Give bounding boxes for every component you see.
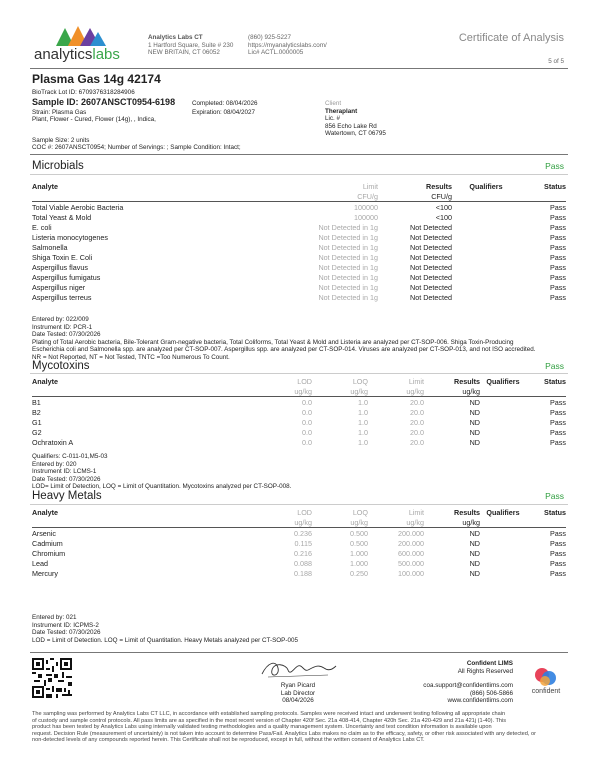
loq-unit: ug/kg xyxy=(350,386,368,396)
table-row xyxy=(32,222,566,232)
loq-cell: 1.0 xyxy=(358,397,368,407)
info-divider xyxy=(30,154,568,155)
logo xyxy=(34,24,134,64)
loq-cell: 0.250 xyxy=(350,568,368,578)
analyte-cell: Arsenic xyxy=(32,528,56,538)
table-row xyxy=(32,272,566,282)
lod-cell: 0.236 xyxy=(294,528,312,538)
disclaimer-line: non-detected levels of any compounds reported herein. This Certificate shall not be reproduced, except in full, without the written consent of Analytics Labs CT. xyxy=(32,737,425,743)
status-cell: Pass xyxy=(550,242,566,252)
lod-cell: 0.115 xyxy=(294,538,312,548)
loq-cell: 0.500 xyxy=(350,528,368,538)
result-cell: ND xyxy=(469,558,480,568)
qualifier-cell xyxy=(480,538,526,548)
qualifier-cell xyxy=(452,222,520,232)
heavy-metals-table xyxy=(32,507,566,578)
microbials-title: Microbials xyxy=(32,160,84,172)
qualifier-cell xyxy=(480,548,526,558)
lod-cell: 0.0 xyxy=(302,427,312,437)
client-city: Watertown, CT 06795 xyxy=(325,130,386,138)
page-number: 5 of 5 xyxy=(548,58,564,65)
status-cell: Pass xyxy=(550,232,566,242)
result-unit: ug/kg xyxy=(462,386,480,396)
signer-title: Lab Director xyxy=(280,689,316,697)
product-name: Plasma Gas 14g 42174 xyxy=(32,72,161,86)
result-cell: ND xyxy=(469,437,480,447)
table-row xyxy=(32,548,566,558)
note-line: NR = Not Reported, NT = Not Tested, TNTC =Too Numerous To Count. xyxy=(32,353,230,361)
table-row xyxy=(32,232,566,242)
qualifier-cell xyxy=(480,417,526,427)
qualifier-cell xyxy=(480,427,526,437)
status-cell: Pass xyxy=(550,437,566,447)
col-qualifiers: Qualifiers xyxy=(486,507,520,517)
heavy-metals-title: Heavy Metals xyxy=(32,490,102,502)
qualifier-cell xyxy=(452,282,520,292)
address-line2: NEW BRITAIN, CT 06052 xyxy=(148,49,220,57)
analyte-cell: E. coli xyxy=(32,222,52,232)
analyte-cell: Aspergillus terreus xyxy=(32,292,92,302)
heavy-metals-status: Pass xyxy=(545,491,564,501)
loq-cell: 1.0 xyxy=(358,417,368,427)
limit-cell: 600.000 xyxy=(398,548,424,558)
note-line: Escherichia coli and Salmonella spp. are analyzed per CT-SOP-007. Aspergillus spp. are analyzed per CT-SOP-014. Viruses are analyzed per CT-SOP-013, and not ISO accredited. xyxy=(32,346,536,354)
confident-logo xyxy=(524,666,568,695)
client-block xyxy=(325,100,386,138)
table-row xyxy=(32,568,566,578)
loq-cell: 1.000 xyxy=(350,558,368,568)
qualifier-cell xyxy=(480,397,526,408)
analyte-cell: Aspergillus flavus xyxy=(32,262,88,272)
header-divider xyxy=(30,68,568,69)
col-results: Results xyxy=(454,507,480,517)
loq-cell: 0.500 xyxy=(350,538,368,548)
qualifier-cell xyxy=(452,232,520,242)
lims-email[interactable]: coa.support@confidentlims.com xyxy=(423,682,513,690)
limit-cell: Not Detected in 1g xyxy=(318,282,378,292)
lab-license: Lic# ACTL.0000005 xyxy=(248,49,304,57)
col-analyte: Analyte xyxy=(32,507,58,517)
client-street: 856 Echo Lake Rd xyxy=(325,122,377,130)
table-header-row xyxy=(32,507,566,517)
lims-phone: (866) 506-5866 xyxy=(469,689,513,697)
coc-line: COC #: 2607ANSCT0954; Number of Servings: ; Sample Condition: Intact; xyxy=(32,144,241,151)
limit-cell: 20.0 xyxy=(410,437,424,447)
heavy-metals-divider xyxy=(30,504,568,505)
result-cell: Not Detected xyxy=(410,222,452,232)
col-results: Results xyxy=(454,376,480,386)
col-limit: Limit xyxy=(408,507,424,517)
logo-text-a: analytics xyxy=(34,46,93,63)
lod-unit: ug/kg xyxy=(294,386,312,396)
note-line: Date Tested: 07/30/2026 xyxy=(32,629,101,637)
result-cell: <100 xyxy=(435,212,452,222)
result-cell: Not Detected xyxy=(410,242,452,252)
limit-cell: Not Detected in 1g xyxy=(318,232,378,242)
limit-cell: Not Detected in 1g xyxy=(318,242,378,252)
analyte-cell: B1 xyxy=(32,397,41,407)
col-analyte: Analyte xyxy=(32,376,58,386)
status-cell: Pass xyxy=(550,262,566,272)
limit-cell: 20.0 xyxy=(410,417,424,427)
note-line: Entered by: 020 xyxy=(32,460,77,468)
result-cell: ND xyxy=(469,538,480,548)
col-analyte: Analyte xyxy=(32,181,58,191)
logo-text-b: labs xyxy=(92,46,120,63)
note-line: Plating of Total Aerobic bacteria, Bile-Tolerant Gram-negative bacteria, Total Coliforms, Total Yeast & Mold and Listeria are analyzed per CT-SOP-006. Shiga Toxin-Producing xyxy=(32,338,514,346)
qualifier-cell xyxy=(480,568,526,578)
qualifier-cell xyxy=(452,202,520,213)
lab-contact xyxy=(248,34,327,57)
mycotoxins-notes xyxy=(32,453,291,491)
loq-cell: 1.0 xyxy=(358,407,368,417)
limit-cell: 100.000 xyxy=(398,568,424,578)
result-cell: ND xyxy=(469,548,480,558)
note-line: LOD= Limit of Detection, LOQ = Limit of Quantitation. Mycotoxins analyzed per CT-SOP-008. xyxy=(32,483,292,491)
table-row xyxy=(32,292,566,302)
table-row xyxy=(32,282,566,292)
limit-cell: Not Detected in 1g xyxy=(318,252,378,262)
expiration-date: Expiration: 08/04/2027 xyxy=(192,109,256,116)
mycotoxins-status: Pass xyxy=(545,361,564,371)
lab-website[interactable]: https://myanalyticslabs.com/ xyxy=(248,41,327,49)
microbials-table xyxy=(32,181,566,302)
analyte-cell: Salmonella xyxy=(32,242,68,252)
col-loq: LOQ xyxy=(352,507,368,517)
signature-icon xyxy=(258,658,338,680)
limit-cell: 100000 xyxy=(354,212,378,222)
result-cell: ND xyxy=(469,528,480,538)
limit-unit: ug/kg xyxy=(406,386,424,396)
analyte-cell: G2 xyxy=(32,427,42,437)
qualifier-cell xyxy=(480,407,526,417)
limit-cell: Not Detected in 1g xyxy=(318,262,378,272)
confident-logo-icon xyxy=(533,666,559,688)
table-header-row xyxy=(32,376,566,386)
matrix: Plant, Flower - Cured, Flower (14g), , Indica, xyxy=(32,116,156,123)
table-row xyxy=(32,242,566,252)
microbials-status: Pass xyxy=(545,161,564,171)
note-line: Date Tested: 07/30/2026 xyxy=(32,475,101,483)
note-line: Instrument ID: PCR-1 xyxy=(32,323,93,331)
col-loq: LOQ xyxy=(352,376,368,386)
limit-cell: 200.000 xyxy=(398,528,424,538)
table-row xyxy=(32,212,566,222)
mycotoxins-divider xyxy=(30,373,568,374)
result-cell: Not Detected xyxy=(410,252,452,262)
col-results: Results xyxy=(426,181,452,191)
status-cell: Pass xyxy=(550,212,566,222)
note-line: Date Tested: 07/30/2026 xyxy=(32,331,101,339)
lod-cell: 0.0 xyxy=(302,397,312,407)
note-line: Instrument ID: ICPMS-2 xyxy=(32,621,99,629)
strain: Strain: Plasma Gas xyxy=(32,109,87,116)
limit-cell: Not Detected in 1g xyxy=(318,272,378,282)
analyte-cell: Mercury xyxy=(32,568,58,578)
qualifier-cell xyxy=(452,212,520,222)
status-cell: Pass xyxy=(550,282,566,292)
limit-cell: 500.000 xyxy=(398,558,424,568)
result-cell: ND xyxy=(469,407,480,417)
result-cell: ND xyxy=(469,397,480,407)
status-cell: Pass xyxy=(550,407,566,417)
lab-address xyxy=(148,34,233,57)
col-status: Status xyxy=(544,507,566,517)
logo-mark-icon xyxy=(56,24,108,46)
lims-rights: All Rights Reserved xyxy=(457,667,513,675)
limit-cell: 20.0 xyxy=(410,397,424,407)
loq-unit: ug/kg xyxy=(350,517,368,527)
analyte-cell: Shiga Toxin E. Coli xyxy=(32,252,93,262)
address-line1: 1 Hartford Square, Suite # 230 xyxy=(148,41,234,49)
analyte-cell: Ochratoxin A xyxy=(32,437,74,447)
disclaimer-line: of custody and sample control protocols. All pass limits are as specified in the most recent version of Chapter 420f Sec. 21a 408-414, Chapter 420h Sec. 21a 420-429 and 21a 421j (1-40). This xyxy=(32,717,507,724)
col-limit: Limit xyxy=(408,376,424,386)
table-row xyxy=(32,417,566,427)
lims-title: Confident LIMS xyxy=(466,660,513,667)
status-cell: Pass xyxy=(550,222,566,232)
limit-cell: 100000 xyxy=(354,202,378,212)
limit-cell: Not Detected in 1g xyxy=(318,222,378,232)
units-row xyxy=(32,517,566,528)
analyte-cell: Aspergillus fumigatus xyxy=(32,272,101,282)
qualifier-cell xyxy=(480,437,526,447)
lims-website[interactable]: www.confidentlims.com xyxy=(447,697,513,705)
qualifier-cell xyxy=(452,262,520,272)
microbials-notes xyxy=(32,316,568,362)
lod-unit: ug/kg xyxy=(294,517,312,527)
limit-unit: ug/kg xyxy=(406,517,424,527)
col-qualifiers: Qualifiers xyxy=(469,181,503,191)
loq-cell: 1.0 xyxy=(358,437,368,447)
biotrack-id: BioTrack Lot ID: 6709376318284906 xyxy=(32,89,135,96)
confident-logo-text: confident xyxy=(531,688,561,695)
qualifier-cell xyxy=(480,528,526,539)
status-cell: Pass xyxy=(550,252,566,262)
disclaimer xyxy=(32,711,572,744)
qualifier-cell xyxy=(452,252,520,262)
result-cell: Not Detected xyxy=(410,272,452,282)
analyte-cell: Chromium xyxy=(32,548,66,558)
client-name: Theraplant xyxy=(325,107,358,115)
footer-divider xyxy=(30,652,568,653)
table-row xyxy=(32,262,566,272)
status-cell: Pass xyxy=(550,568,566,578)
analyte-cell: Total Viable Aerobic Bacteria xyxy=(32,202,124,212)
qualifier-cell xyxy=(452,292,520,302)
units-row xyxy=(32,386,566,397)
analyte-cell: Listeria monocytogenes xyxy=(32,232,108,242)
status-cell: Pass xyxy=(550,528,566,538)
status-cell: Pass xyxy=(550,397,566,407)
col-status: Status xyxy=(544,181,566,191)
completed-date: Completed: 08/04/2026 xyxy=(192,100,258,107)
limit-cell: 20.0 xyxy=(410,427,424,437)
analyte-cell: Cadmium xyxy=(32,538,63,548)
table-row xyxy=(32,538,566,548)
microbials-divider xyxy=(30,174,568,175)
table-row xyxy=(32,397,566,408)
disclaimer-line: product has been tested by Analytics Labs using internally validated testing methodologies and a quality management system. Uncertainty and test condition information is available upon xyxy=(32,724,492,730)
status-cell: Pass xyxy=(550,292,566,302)
analyte-cell: G1 xyxy=(32,417,42,427)
disclaimer-line: request. Decision Rule (measurement of uncertainty) is not taken into account to determine Pass/Fail. Analytics Labs makes no claim as to the efficacy, safety, or other risk associated with any detected, or xyxy=(32,730,536,737)
table-row xyxy=(32,528,566,539)
limit-cell: 20.0 xyxy=(410,407,424,417)
table-row xyxy=(32,407,566,417)
note-line: Instrument ID: LCMS-1 xyxy=(32,468,97,476)
status-cell: Pass xyxy=(550,417,566,427)
note-line: LOD = Limit of Detection. LOQ = Limit of Quantitation. Heavy Metals analyzed per CT-SOP-005 xyxy=(32,636,298,644)
table-header-row xyxy=(32,181,566,191)
table-row xyxy=(32,202,566,213)
result-cell: Not Detected xyxy=(410,262,452,272)
lod-cell: 0.0 xyxy=(302,437,312,447)
result-unit: CFU/g xyxy=(431,191,452,201)
company-name: Analytics Labs CT xyxy=(148,34,203,41)
limit-unit: CFU/g xyxy=(357,191,378,201)
col-status: Status xyxy=(544,376,566,386)
lod-cell: 0.188 xyxy=(294,568,312,578)
analyte-cell: Total Yeast & Mold xyxy=(32,212,92,222)
client-label: Client xyxy=(325,100,342,107)
lims-block xyxy=(423,660,513,705)
client-lic: Lic. # xyxy=(325,115,341,123)
sample-size: Sample Size: 2 units xyxy=(32,137,90,144)
note-line: Qualifiers: C-011-01,M5-03 xyxy=(32,453,108,460)
qualifier-cell xyxy=(480,558,526,568)
heavy-metals-notes xyxy=(32,614,298,644)
signature-block xyxy=(258,682,338,705)
result-cell: Not Detected xyxy=(410,292,452,302)
status-cell: Pass xyxy=(550,558,566,568)
limit-cell: 200.000 xyxy=(398,538,424,548)
lab-phone: (860) 925-5227 xyxy=(248,34,292,41)
lod-cell: 0.0 xyxy=(302,407,312,417)
result-cell: ND xyxy=(469,568,480,578)
limit-cell: Not Detected in 1g xyxy=(318,292,378,302)
doc-title: Certificate of Analysis xyxy=(458,32,564,44)
col-lod: LOD xyxy=(297,376,312,386)
qualifier-cell xyxy=(452,272,520,282)
units-row xyxy=(32,191,566,202)
disclaimer-line: The sampling was performed by Analytics Labs CT LLC, in accordance with established sampling protocols. Samples were received intact and underwent testing following all appropriate chain xyxy=(32,711,506,717)
status-cell: Pass xyxy=(550,548,566,558)
mycotoxins-table xyxy=(32,376,566,447)
signer-name: Ryan Picard xyxy=(280,682,316,689)
signed-date: 08/04/2026 xyxy=(282,697,314,705)
analyte-cell: B2 xyxy=(32,407,41,417)
result-cell: ND xyxy=(469,427,480,437)
qr-code-icon xyxy=(32,658,72,698)
table-row xyxy=(32,427,566,437)
result-unit: ug/kg xyxy=(462,517,480,527)
qualifier-cell xyxy=(452,242,520,252)
loq-cell: 1.0 xyxy=(358,427,368,437)
sample-id: Sample ID: 2607ANSCT0954-6198 xyxy=(32,97,176,107)
result-cell: Not Detected xyxy=(410,232,452,242)
mycotoxins-title: Mycotoxins xyxy=(32,360,90,372)
status-cell: Pass xyxy=(550,202,566,212)
col-qualifiers: Qualifiers xyxy=(486,376,520,386)
analyte-cell: Aspergillus niger xyxy=(32,282,86,292)
status-cell: Pass xyxy=(550,427,566,437)
status-cell: Pass xyxy=(550,538,566,548)
table-row xyxy=(32,437,566,447)
status-cell: Pass xyxy=(550,272,566,282)
lod-cell: 0.088 xyxy=(294,558,312,568)
note-line: Entered by: 022/009 xyxy=(32,316,89,323)
result-cell: <100 xyxy=(435,202,452,212)
table-row xyxy=(32,558,566,568)
lod-cell: 0.0 xyxy=(302,417,312,427)
result-cell: Not Detected xyxy=(410,282,452,292)
col-limit: Limit xyxy=(362,181,378,191)
analyte-cell: Lead xyxy=(32,558,48,568)
loq-cell: 1.000 xyxy=(350,548,368,558)
col-lod: LOD xyxy=(297,507,312,517)
table-row xyxy=(32,252,566,262)
note-line: Entered by: 021 xyxy=(32,614,77,621)
result-cell: ND xyxy=(469,417,480,427)
lod-cell: 0.216 xyxy=(294,548,312,558)
